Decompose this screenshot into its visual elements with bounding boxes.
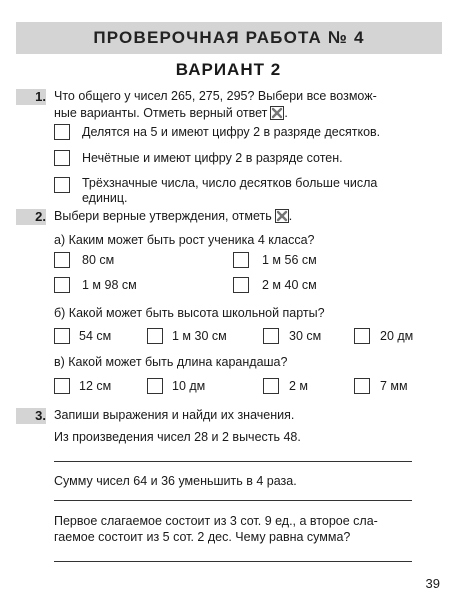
q1-text-line2-label: ные варианты. Отметь верный ответ (54, 106, 268, 120)
q2c-opt4-label: 7 мм (380, 379, 408, 393)
q2a-opt1-label: 80 см (82, 253, 115, 267)
q2a-opt3-label: 1 м 98 см (82, 278, 137, 292)
q2c-opt1-checkbox[interactable] (54, 378, 70, 394)
q3-task3-line1: Первое слагаемое состоит из 3 сот. 9 ед., а второе сла- (54, 514, 378, 528)
q3-task3-line2: гаемое состоит из 5 сот. 2 дес. Чему равна сумма? (54, 530, 351, 544)
q2c-opt3-label: 2 м (289, 379, 309, 393)
q2a-opt4-label: 2 м 40 см (262, 278, 317, 292)
q2-number: 2. (35, 209, 46, 224)
q1-text-line1: Что общего у чисел 265, 275, 295? Выбери все возмож- (54, 89, 377, 103)
q3-task2: Сумму чисел 64 и 36 уменьшить в 4 раза. (54, 474, 297, 488)
q1-opt1-checkbox[interactable] (54, 124, 70, 140)
q2a-opt4-checkbox[interactable] (233, 277, 249, 293)
q2c-opt3-checkbox[interactable] (263, 378, 279, 394)
q1-opt3-label-line2: единиц. (82, 191, 128, 205)
q3-number: 3. (35, 408, 46, 423)
q2a-opt3-checkbox[interactable] (54, 277, 70, 293)
q2b-opt3-checkbox[interactable] (263, 328, 279, 344)
q2b-opt2-label: 1 м 30 см (172, 329, 227, 343)
page-number: 39 (425, 576, 440, 591)
q2b-opt2-checkbox[interactable] (147, 328, 163, 344)
q1-opt1-label: Делятся на 5 и имеют цифру 2 в разряде десятков. (82, 125, 381, 139)
q2c-opt4-checkbox[interactable] (354, 378, 370, 394)
q2-text: Выбери верные утверждения, отметь . (54, 209, 293, 223)
q2c-title: в) Какой может быть длина карандаша? (54, 355, 288, 369)
q2-text-label: Выбери верные утверждения, отметь (54, 209, 272, 223)
x-mark-icon (275, 209, 289, 223)
q1-opt2-checkbox[interactable] (54, 150, 70, 166)
q1-opt2-label: Нечётные и имеют цифру 2 в разряде сотен. (82, 151, 343, 165)
q2a-title: а) Каким может быть рост ученика 4 класса? (54, 233, 315, 247)
q2b-title: б) Какой может быть высота школьной парты? (54, 306, 325, 320)
q1-opt3-checkbox[interactable] (54, 177, 70, 193)
q2a-opt1-checkbox[interactable] (54, 252, 70, 268)
q2b-opt1-label: 54 см (79, 329, 112, 343)
q2c-opt2-checkbox[interactable] (147, 378, 163, 394)
q3-task2-answer-line[interactable] (54, 500, 412, 501)
q3-text: Запиши выражения и найди их значения. (54, 408, 295, 422)
q1-text-line2: ные варианты. Отметь верный ответ . (54, 106, 288, 120)
variant-title: ВАРИАНТ 2 (175, 60, 282, 79)
q2c-opt1-label: 12 см (79, 379, 112, 393)
q2b-opt1-checkbox[interactable] (54, 328, 70, 344)
q3-task1: Из произведения чисел 28 и 2 вычесть 48. (54, 430, 301, 444)
q2b-opt4-checkbox[interactable] (354, 328, 370, 344)
q2a-opt2-checkbox[interactable] (233, 252, 249, 268)
q3-task1-answer-line[interactable] (54, 461, 412, 462)
page-title: ПРОВЕРОЧНАЯ РАБОТА № 4 (93, 28, 365, 47)
q2c-opt2-label: 10 дм (172, 379, 206, 393)
q1-opt3-label-line1: Трёхзначные числа, число десятков больше числа (82, 176, 378, 190)
q2a-opt2-label: 1 м 56 см (262, 253, 317, 267)
q3-task3-answer-line[interactable] (54, 561, 412, 562)
q1-number: 1. (35, 89, 46, 104)
x-mark-icon (270, 106, 284, 120)
q2b-opt4-label: 20 дм (380, 329, 414, 343)
q2b-opt3-label: 30 см (289, 329, 322, 343)
